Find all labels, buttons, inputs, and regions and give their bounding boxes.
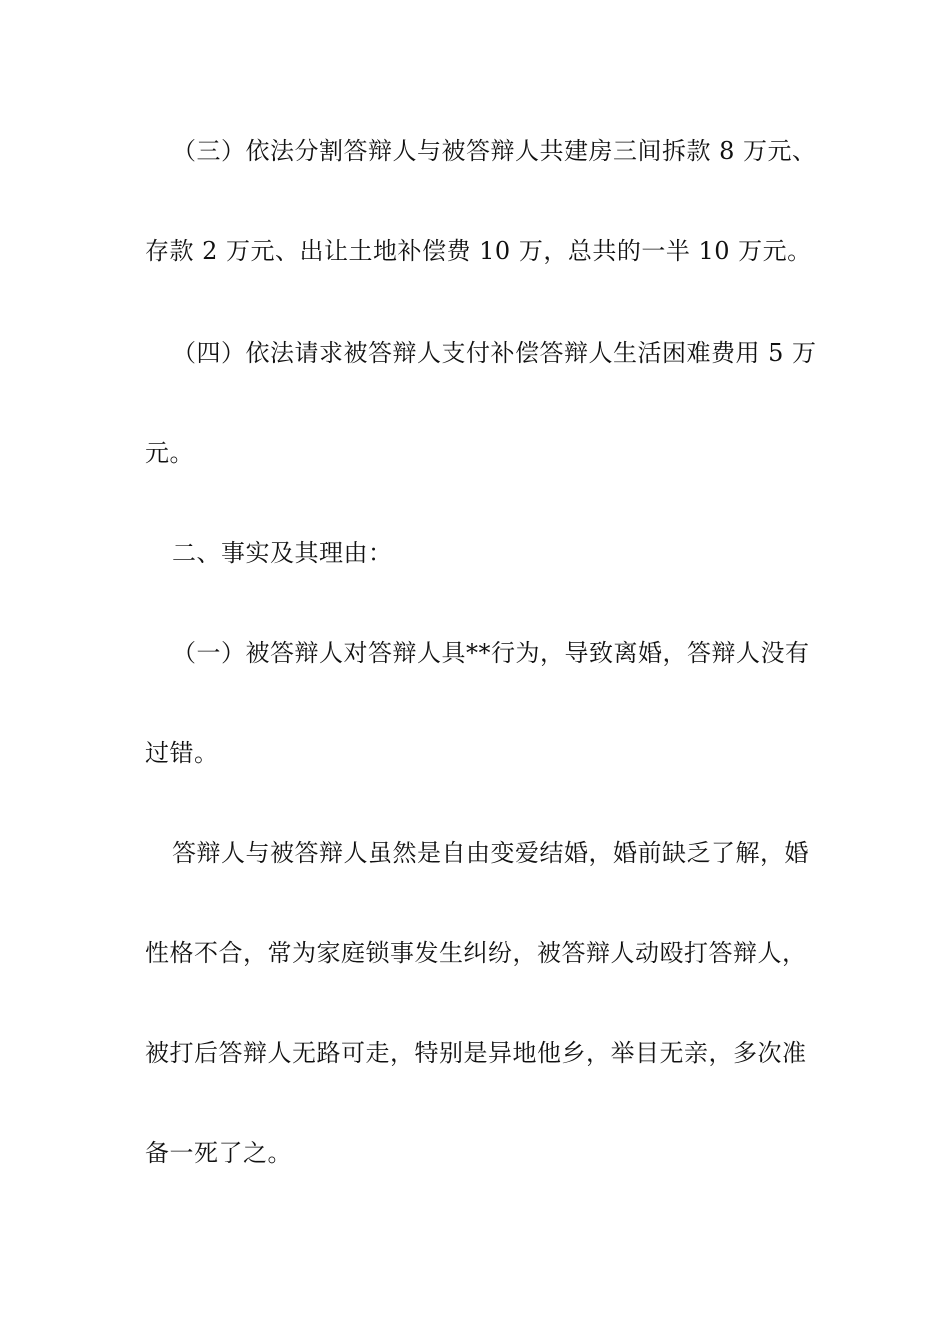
fact-1-line-1: （一）被答辩人对答辩人具**行为，导致离婚，答辩人没有	[172, 639, 810, 667]
paragraph-3-line-1: （三）依法分割答辩人与被答辩人共建房三间拆款 8 万元、	[172, 137, 817, 165]
paragraph-4-line-2: 元。	[145, 439, 194, 467]
section-heading: 二、事实及其理由：	[172, 539, 393, 567]
paragraph-4-line-1: （四）依法请求被答辩人支付补偿答辩人生活困难费用 5 万	[172, 339, 817, 367]
body-paragraph-line-3: 被打后答辩人无路可走，特别是异地他乡，举目无亲，多次准	[145, 1039, 807, 1067]
paragraph-3-line-2: 存款 2 万元、出让土地补偿费 10 万，总共的一半 10 万元。	[145, 237, 812, 265]
body-paragraph-line-1: 答辩人与被答辩人虽然是自由变爱结婚，婚前缺乏了解，婚	[172, 839, 809, 867]
body-paragraph-line-2: 性格不合，常为家庭锁事发生纠纷，被答辩人动殴打答辩人，	[145, 939, 807, 967]
fact-1-line-2: 过错。	[145, 739, 219, 767]
body-paragraph-line-4: 备一死了之。	[145, 1139, 292, 1167]
